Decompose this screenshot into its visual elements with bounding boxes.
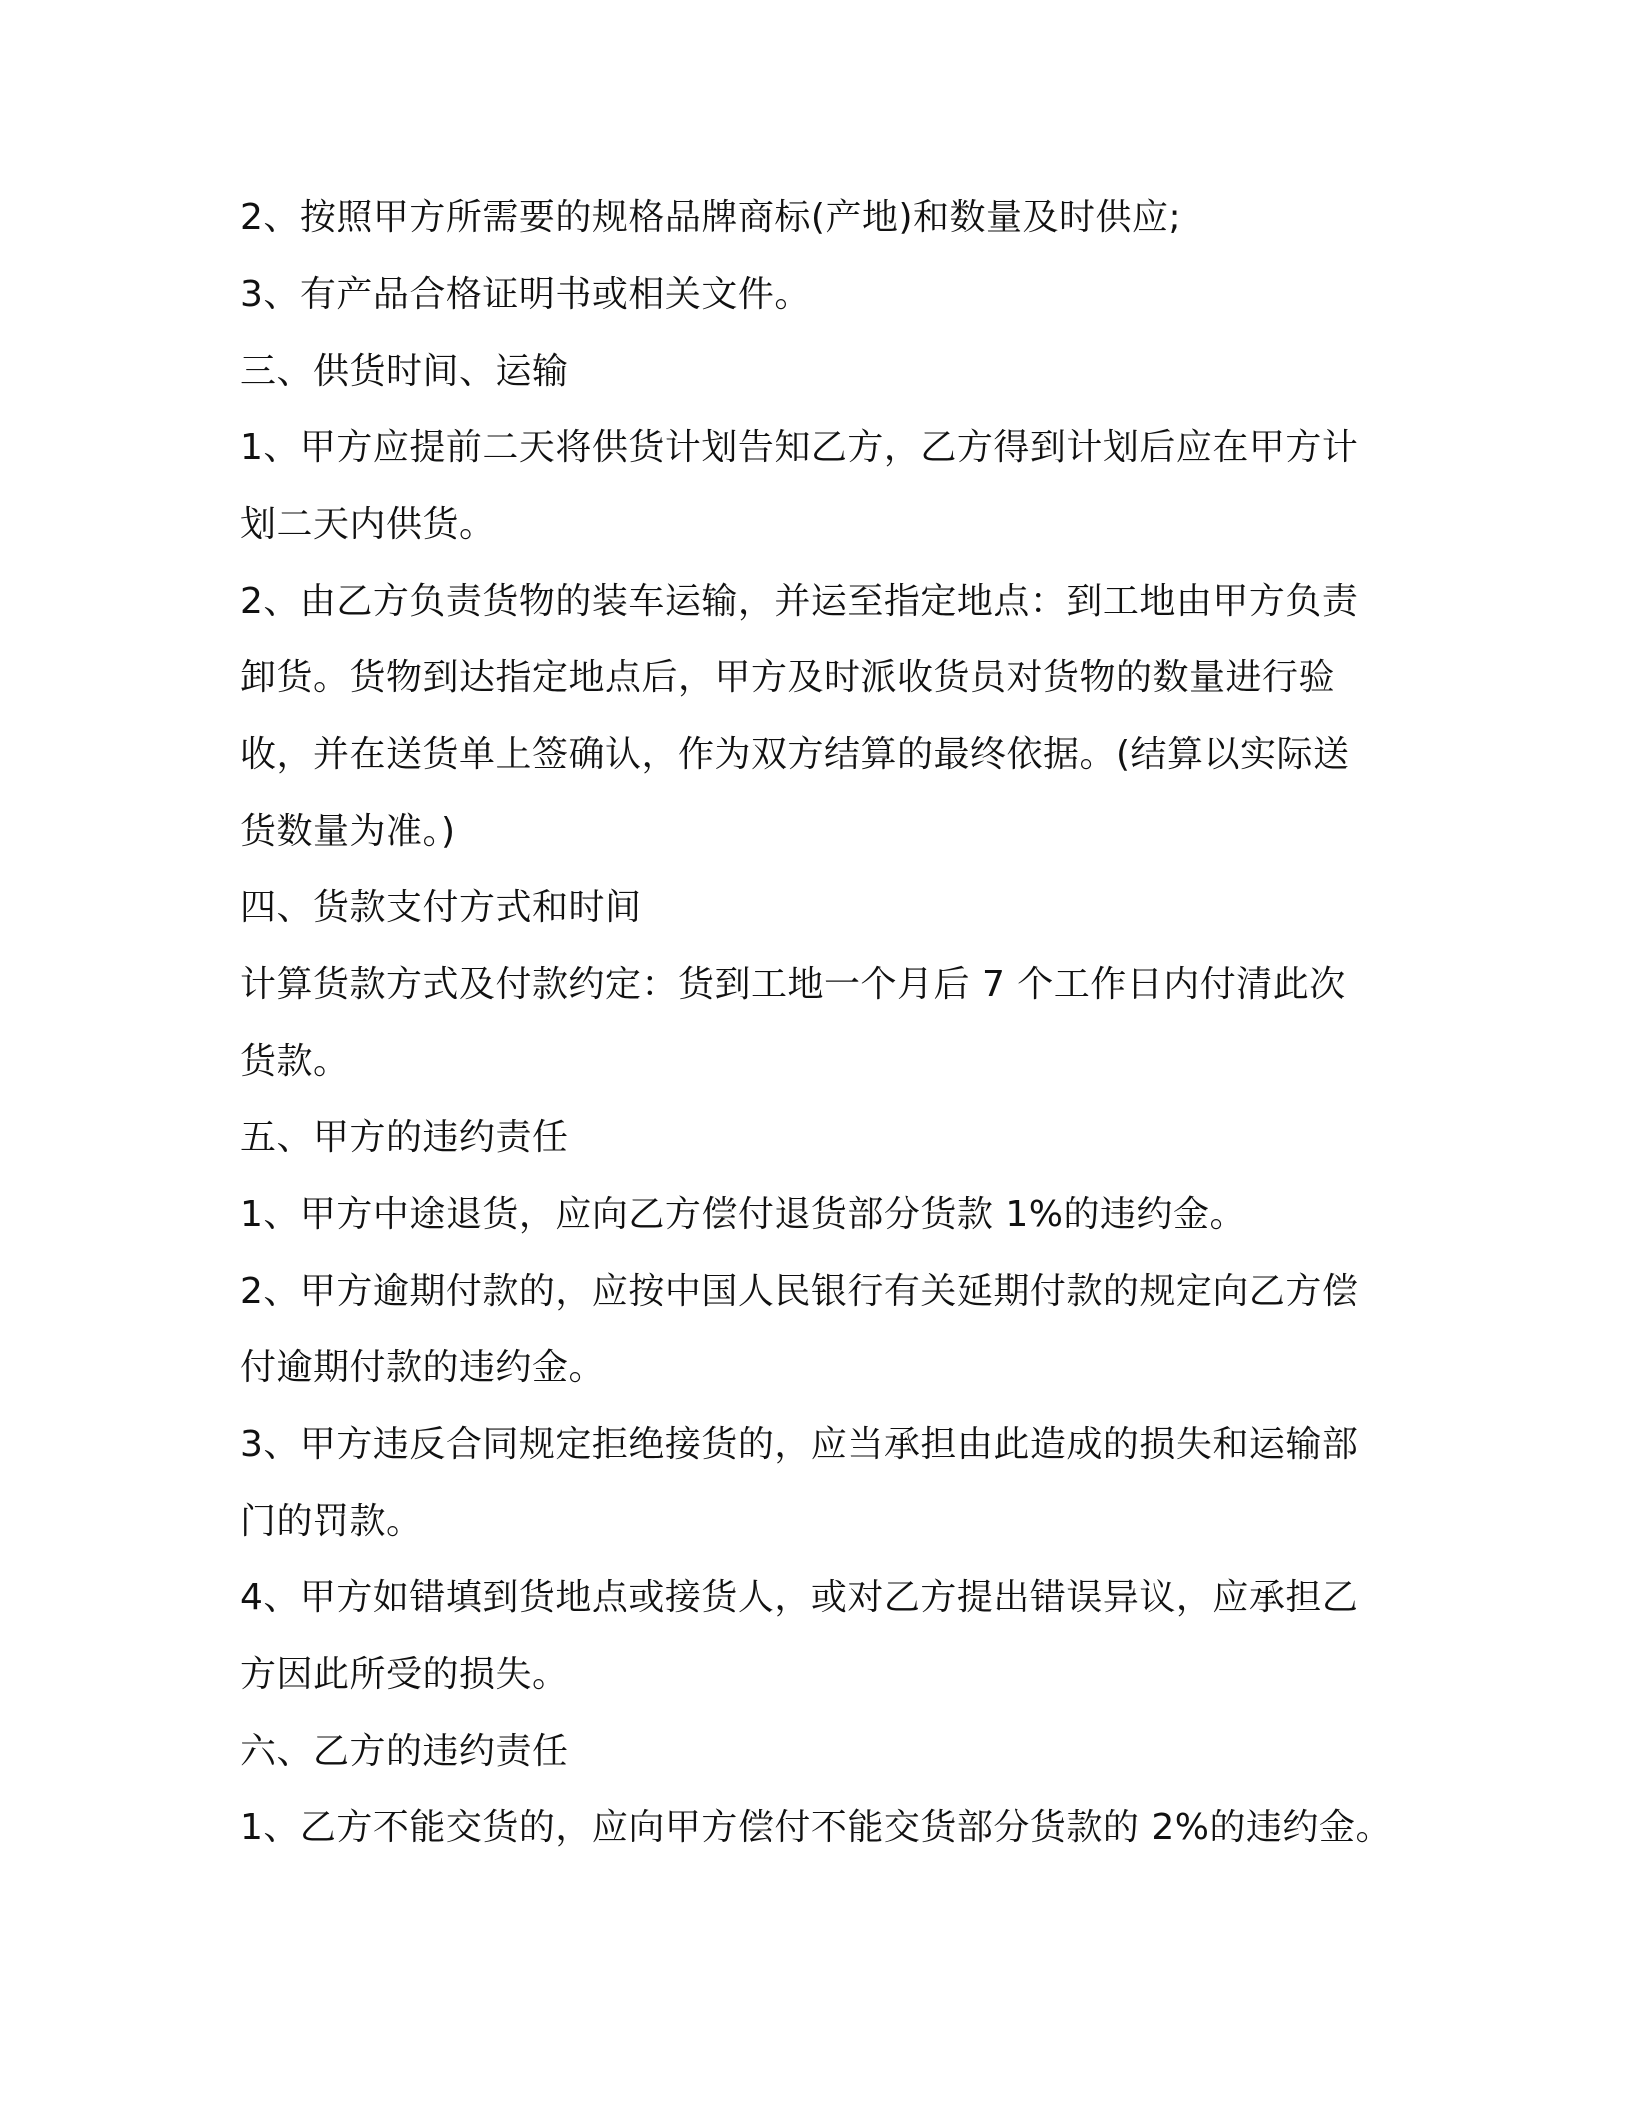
section-heading: 六、乙方的违约责任 — [240, 1731, 569, 1772]
text-line: 2、由乙方负责货物的装车运输，并运至指定地点：到工地由甲方负责 — [240, 581, 1359, 622]
text-line: 1、乙方不能交货的，应向甲方偿付不能交货部分货款的 2%的违约金。 — [240, 1807, 1392, 1848]
text-line: 货数量为准。) — [240, 811, 456, 852]
text-line: 1、甲方应提前二天将供货计划告知乙方，乙方得到计划后应在甲方计 — [240, 427, 1359, 468]
text-line: 门的罚款。 — [240, 1501, 423, 1542]
section-heading: 四、货款支付方式和时间 — [240, 887, 642, 928]
text-line: 付逾期付款的违约金。 — [240, 1347, 606, 1388]
text-line: 收，并在送货单上签确认，作为双方结算的最终依据。(结算以实际送 — [240, 734, 1350, 775]
text-line: 货款。 — [240, 1041, 350, 1082]
text-line: 计算货款方式及付款约定：货到工地一个月后 7 个工作日内付清此次 — [240, 964, 1346, 1005]
section-heading: 五、甲方的违约责任 — [240, 1117, 569, 1158]
text-line: 3、有产品合格证明书或相关文件。 — [240, 274, 811, 315]
text-line: 2、甲方逾期付款的，应按中国人民银行有关延期付款的规定向乙方偿 — [240, 1271, 1359, 1312]
text-line: 2、按照甲方所需要的规格品牌商标(产地)和数量及时供应; — [240, 197, 1182, 238]
text-line: 卸货。货物到达指定地点后，甲方及时派收货员对货物的数量进行验 — [240, 657, 1336, 698]
text-line: 4、甲方如错填到货地点或接货人，或对乙方提出错误异议，应承担乙 — [240, 1577, 1359, 1618]
section-heading: 三、供货时间、运输 — [240, 351, 569, 392]
text-line: 3、甲方违反合同规定拒绝接货的，应当承担由此造成的损失和运输部 — [240, 1424, 1359, 1465]
text-line: 方因此所受的损失。 — [240, 1654, 569, 1695]
text-line: 1、甲方中途退货，应向乙方偿付退货部分货款 1%的违约金。 — [240, 1194, 1246, 1235]
text-line: 划二天内供货。 — [240, 504, 496, 545]
